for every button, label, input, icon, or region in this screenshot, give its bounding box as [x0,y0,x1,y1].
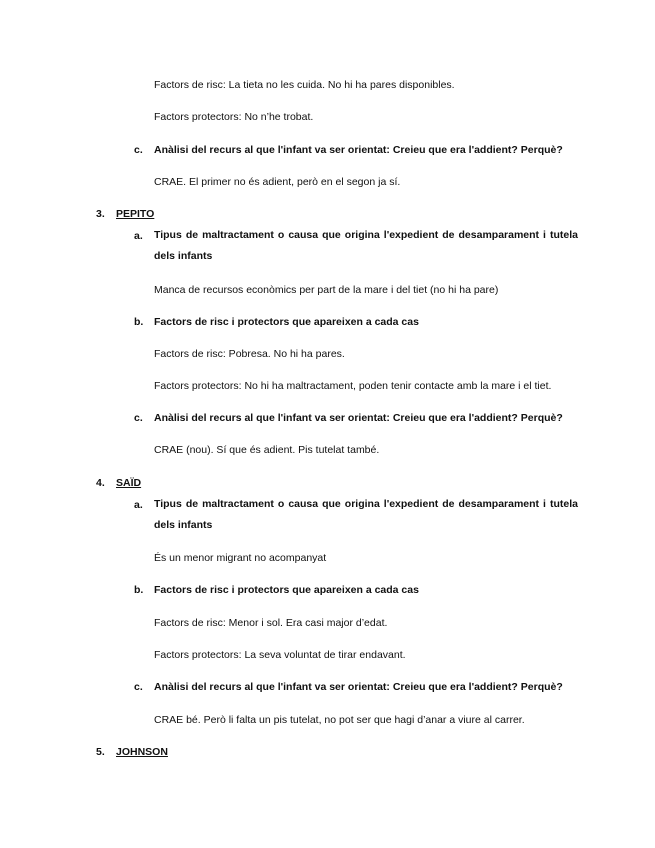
protective-factors-text: Factors protectors: No hi ha maltractament, poden tenir contacte amb la mare i el tiet. [154,380,552,392]
question-a: Tipus de maltractament o causa que origina l'expedient de desamparament i tutela dels infants [154,229,578,262]
answer-c: CRAE (nou). Sí que és adient. Pis tutelat també. [154,444,380,456]
answer-c: CRAE bé. Però li falta un pis tutelat, no pot ser que hagi d’anar a viure al carrer. [154,714,525,726]
answer-a: És un menor migrant no acompanyat [154,552,327,564]
item-letter: c. [134,681,143,693]
case-number: 4. [96,477,105,489]
case-number: 3. [96,208,105,220]
item-letter: b. [134,584,144,596]
item-letter: a. [134,230,143,242]
item-letter: a. [134,499,143,511]
answer-a: Manca de recursos econòmics per part de la mare i del tiet (no hi ha pare) [154,284,499,296]
question-b: Factors de risc i protectors que apareixen a cada cas [154,316,419,328]
case-number: 5. [96,746,105,758]
item-letter: b. [134,316,144,328]
answer-c: CRAE. El primer no és adient, però en el segon ja sí. [154,176,401,188]
case-title-johnson: JOHNSON [116,746,168,758]
item-letter: c. [134,144,143,156]
protective-factors-text: Factors protectors: La seva voluntat de tirar endavant. [154,649,406,661]
question-c: Anàlisi del recurs al que l'infant va ser orientat: Creieu que era l'addient? Perquè? [154,144,563,156]
item-letter: c. [134,412,143,424]
risk-factors-text: Factors de risc: Pobresa. No hi ha pares. [154,348,345,360]
case-title-pepito: PEPITO [116,208,155,220]
question-c: Anàlisi del recurs al que l'infant va ser orientat: Creieu que era l'addient? Perquè? [154,681,563,693]
question-b: Factors de risc i protectors que apareixen a cada cas [154,584,419,596]
risk-factors-text: Factors de risc: La tieta no les cuida. No hi ha pares disponibles. [154,79,455,91]
risk-factors-text: Factors de risc: Menor i sol. Era casi major d’edat. [154,617,388,629]
question-c: Anàlisi del recurs al que l'infant va ser orientat: Creieu que era l'addient? Perquè? [154,412,563,424]
case-title-said: SAÏD [116,477,142,489]
question-a: Tipus de maltractament o causa que origina l'expedient de desamparament i tutela dels infants [154,498,578,531]
protective-factors-text: Factors protectors: No n’he trobat. [154,111,314,123]
